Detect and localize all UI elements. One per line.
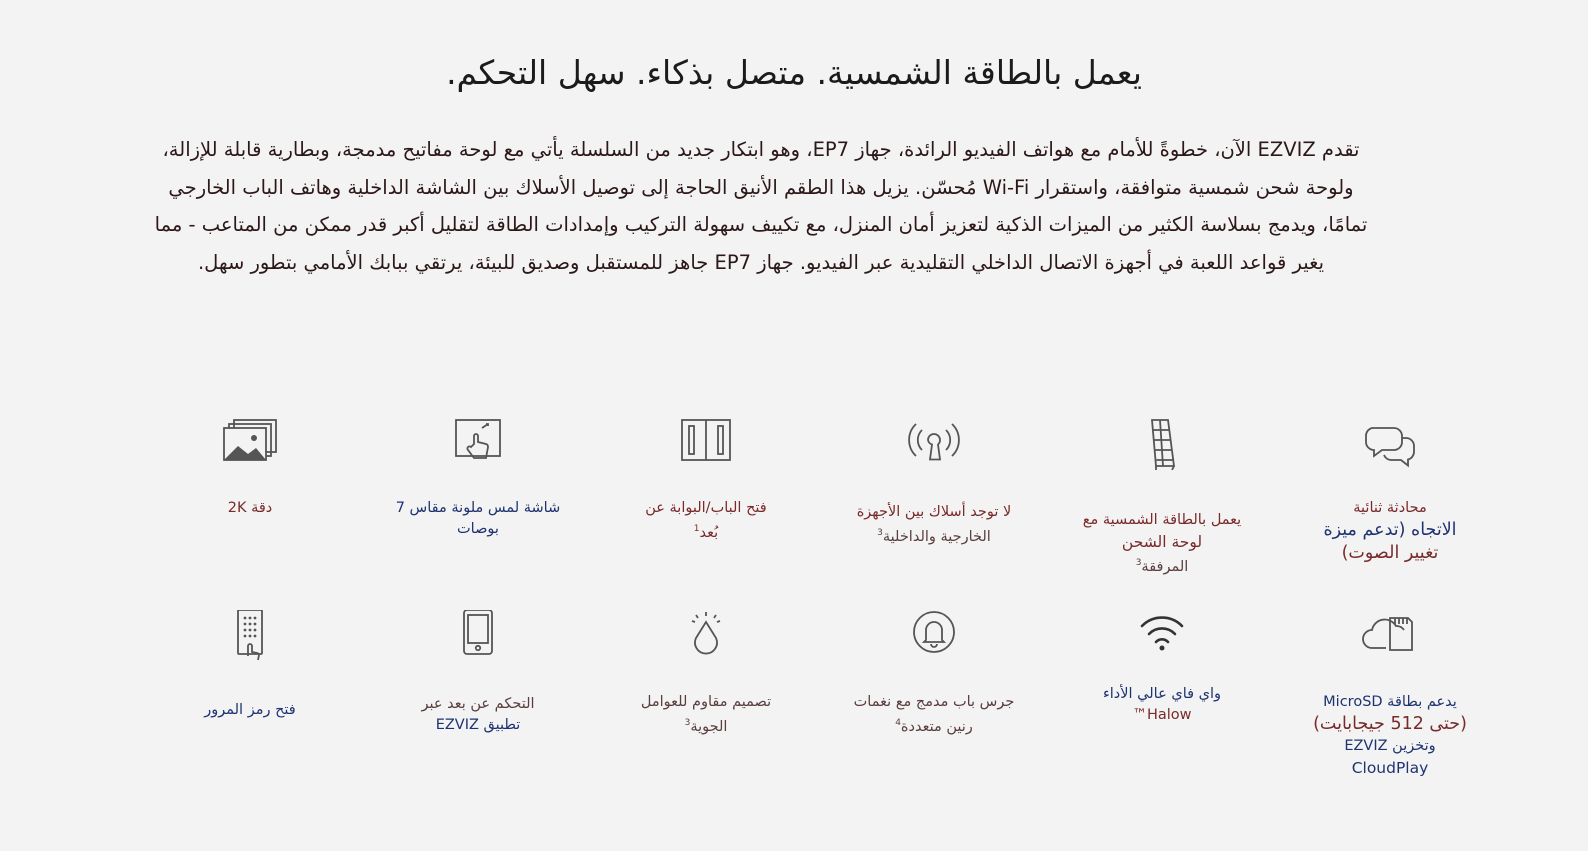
feature-solar-powered	[1048, 418, 1276, 610]
feature-doorbell	[820, 610, 1048, 806]
feature-label-line: تصميم مقاوم للعوامل	[640, 694, 772, 710]
footnote-marker: 3	[1135, 558, 1142, 568]
feature-touch-screen	[364, 418, 592, 610]
bell-icon	[902, 610, 966, 662]
feature-wifi	[1048, 610, 1276, 806]
door-gate-icon	[674, 418, 738, 470]
feature-label-line: بوصات	[457, 521, 499, 537]
footnote-marker: 3	[684, 718, 691, 728]
feature-label-line: محادثة ثنائية	[1353, 500, 1427, 516]
footnote-marker: 4	[895, 718, 901, 728]
feature-label-line: Halow™	[1132, 707, 1192, 723]
feature-two-way-talk	[1276, 418, 1504, 610]
feature-label-line: جرس باب مدمج مع نغمات	[853, 694, 1015, 710]
feature-label-line: الجوية	[690, 718, 728, 735]
wifi-icon	[1130, 610, 1194, 662]
feature-label-line: رنين متعددة	[900, 718, 973, 735]
feature-weatherproof	[592, 610, 820, 806]
intro-paragraph: تقدم EZVIZ الآن، خطوةً للأمام مع هواتف الفيديو الرائدة، جهاز EP7، وهو ابتكار جديد من السلسلة يأتي مع لوحة مفاتيح مدمجة، وبطارية قابلة للإزالة، ولوحة شحن شمسية متوافقة، واستقرار Wi-Fi مُحسّن. يزيل هذا الطقم الأنيق الحاجة إلى توصيل الأسلاك بين الشاشة الداخلية وهاتف الباب الخارجي تمامًا، ويدمج بسلاسة الكثير من الميزات الذكية لتعزيز أمان المنزل، مع تكييف سهولة التركيب وإمدادات الطاقة لتقليل أكبر قدر ممكن من المتاعب - مما يغير قواعد اللعبة في أجهزة الاتصال الداخلي التقليدية عبر الفيديو. جهاز EP7 جاهز للمستقبل وصديق للبيئة، يرتقي ببابك الأمامي بتطور سهل.	[154, 138, 1368, 274]
page-title: يعمل بالطاقة الشمسية. متصل بذكاء. سهل التحكم.	[446, 53, 1142, 92]
footnote-marker: 1	[693, 524, 700, 534]
feature-label-line: لوحة الشحن	[1121, 533, 1203, 551]
feature-label-line: واي فاي عالي الأداء	[1102, 686, 1222, 702]
feature-label-line: لا توجد أسلاك بين الأجهزة	[856, 504, 1012, 520]
feature-label-line: تطبيق EZVIZ	[435, 717, 521, 733]
solar-panel-icon	[1130, 418, 1194, 472]
feature-door-unlock	[592, 418, 820, 610]
phone-app-icon	[446, 610, 510, 662]
feature-passcode	[136, 610, 364, 806]
feature-label-line: فتح الباب/البوابة عن	[645, 500, 767, 516]
feature-label-line: وتخزين EZVIZ	[1344, 738, 1436, 754]
feature-label-line: يدعم بطاقة MicroSD	[1323, 694, 1457, 710]
image-gallery-icon	[218, 418, 282, 470]
feature-label-line: بُعد	[699, 524, 719, 541]
footnote-marker: 3	[877, 528, 883, 538]
feature-label-line: شاشة لمس ملونة مقاس 7	[395, 500, 561, 516]
feature-wireless	[820, 418, 1048, 610]
chat-bubbles-icon	[1358, 418, 1422, 470]
feature-storage	[1276, 610, 1504, 806]
feature-label-line: CloudPlay	[1351, 759, 1429, 777]
feature-label-line: يعمل بالطاقة الشمسية مع	[1082, 512, 1242, 528]
feature-label-line: الاتجاه (تدعم ميزة	[1323, 520, 1457, 540]
touch-screen-icon	[446, 418, 510, 470]
feature-label-line: تغيير الصوت)	[1341, 543, 1439, 563]
features-grid	[84, 418, 1504, 818]
feature-label-line: (حتى 512 جيجابايت)	[1313, 714, 1467, 734]
feature-label-line: دقة 2K	[227, 500, 273, 516]
feature-label-line: الخارجية والداخلية	[882, 528, 991, 545]
keypad-icon	[218, 610, 282, 662]
wireless-signal-icon	[902, 418, 966, 470]
water-drop-icon	[674, 610, 738, 662]
feature-label-line: المرفقة	[1141, 558, 1189, 575]
feature-label-line: فتح رمز المرور	[204, 702, 296, 718]
feature-label-line: التحكم عن بعد عبر	[421, 696, 535, 712]
feature-app-control	[364, 610, 592, 806]
cloud-sd-icon	[1358, 610, 1422, 662]
feature-2k-resolution	[136, 418, 364, 610]
